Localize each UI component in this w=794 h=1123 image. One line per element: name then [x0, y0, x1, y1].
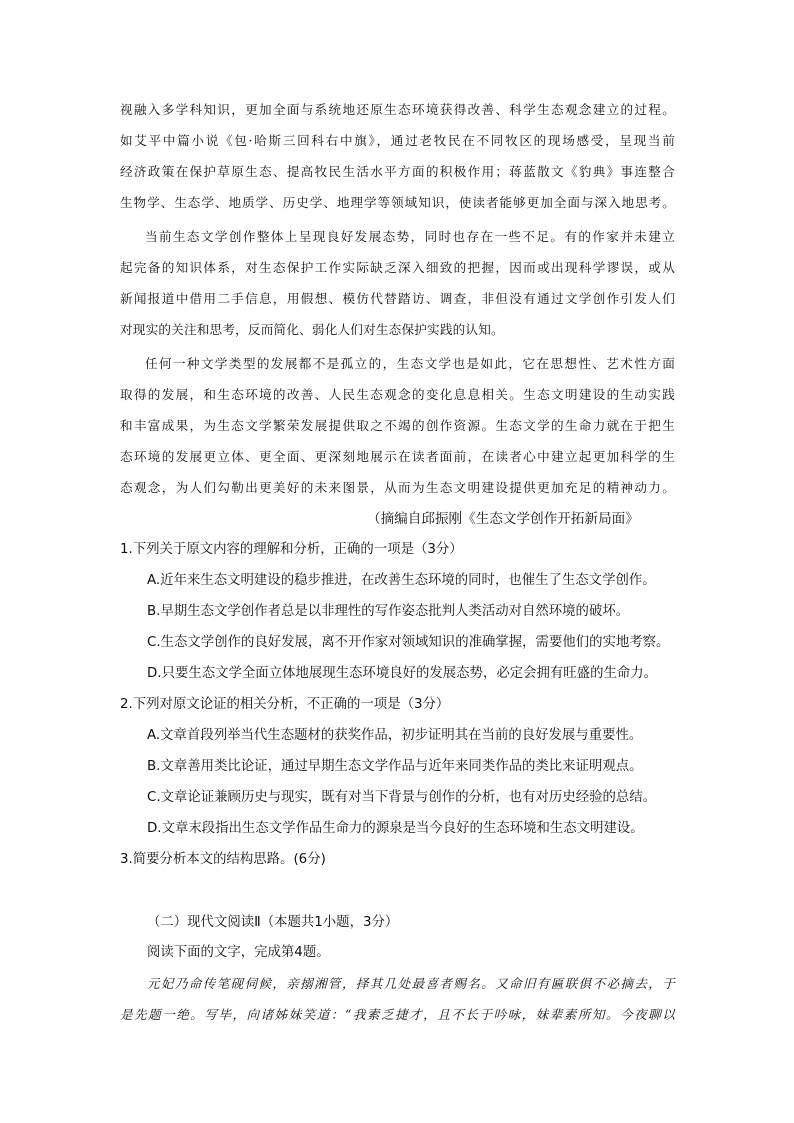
passage-line: 和丰富成果，为生态文学繁荣发展提供取之不竭的创作资源。生态文学的生命力就在于把生	[120, 418, 675, 433]
question-2-option-d: D.文章末段指出生态文学作品生命力的源泉是当今良好的生态环境和生态文明建设。	[147, 821, 644, 836]
section-2-text-line: 是先题一绝。写毕，向诸姊妹笑道：“我素乏捷才，且不长于吟咏，妹辈素所知。今夜聊以	[120, 1007, 675, 1022]
passage-line: 新闻报道中借用二手信息，用假想、模仿代替踏访、调查，非但没有通过文学创作引发人们	[120, 291, 675, 306]
passage-source: （摘编自邱振刚《生态文学创作开拓新局面》	[367, 511, 639, 527]
section-2-instruction: 阅读下面的文字，完成第4题。	[147, 945, 330, 960]
question-1-option-b: B.早期生态文学创作者总是以非理性的写作姿态批判人类活动对自然环境的破坏。	[147, 604, 630, 619]
passage-line: 对现实的关注和思考，反而简化、弱化人们对生态保护实践的认知。	[120, 322, 504, 337]
passage-line: 经济政策在保护草原生态、提高牧民生活水平方面的积极作用；蒋蓝散文《豹典》事连整合	[120, 164, 675, 179]
question-1-option-a: A.近年来生态文明建设的稳步推进，在改善生态环境的同时，也催生了生态文学创作。	[147, 573, 656, 588]
passage-line: 生物学、生态学、地质学、历史学、地理学等领域知识，使读者能够更加全面与深入地思考。	[120, 195, 675, 210]
passage-line: 视融入多学科知识，更加全面与系统地还原生态环境获得改善、科学生态观念建立的过程。	[120, 102, 675, 117]
passage-line: 如艾平中篇小说《包·哈斯三回科右中旗》，通过老牧民在不同牧区的现场感受，呈现当前	[120, 133, 675, 148]
question-1-stem: 1.下列关于原文内容的理解和分析，正确的一项是（3分）	[120, 542, 463, 557]
question-2-option-a: A.文章首段列举当代生态题材的获奖作品，初步证明其在当前的良好发展与重要性。	[147, 728, 643, 743]
passage-line: 当前生态文学创作整体上呈现良好发展态势，同时也存在一些不足。有的作家并未建立	[145, 229, 675, 244]
question-1-option-c: C.生态文学创作的良好发展，离不开作家对领域知识的准确掌握，需要他们的实地考察。	[147, 635, 670, 650]
passage-line: 态环境的发展更立体、更全面、更深刻地展示在读者面前，在读者心中建立起更加科学的生	[120, 449, 675, 464]
question-2-stem: 2.下列对原文论证的相关分析，不正确的一项是（3分）	[120, 697, 450, 712]
passage-line: 取得的发展，和生态环境的改善、人民生态观念的变化息息相关。生态文明建设的生动实践	[120, 387, 675, 402]
question-3-stem: 3.简要分析本文的结构思路。(6分)	[120, 852, 326, 867]
passage-line: 起完备的知识体系，对生态保护工作实际缺乏深入细致的把握，因而或出现科学谬误，或从	[120, 260, 675, 275]
passage-line: 任何一种文学类型的发展都不是孤立的，生态文学也是如此，它在思想性、艺术性方面	[145, 356, 675, 371]
section-2-text-line: 元妃乃命传笔砚伺候，亲搦湘管，择其几处最喜者赐名。又命旧有匾联俱不必摘去，于	[147, 976, 675, 991]
question-2-option-c: C.文章论证兼顾历史与现实，既有对当下背景与创作的分析，也有对历史经验的总结。	[147, 790, 657, 805]
question-2-option-b: B.文章善用类比论证，通过早期生态文学作品与近年来同类作品的类比来证明观点。	[147, 759, 643, 774]
question-1-option-d: D.只要生态文学全面立体地展现生态环境良好的发展态势，必定会拥有旺盛的生命力。	[147, 666, 658, 681]
passage-line: 态观念，为人们勾勒出更美好的未来图景，从而为生态文明建设提供更加充足的精神动力。	[120, 480, 675, 495]
section-2-heading: （二）现代文阅读Ⅱ（本题共1小题，3分）	[147, 915, 399, 930]
